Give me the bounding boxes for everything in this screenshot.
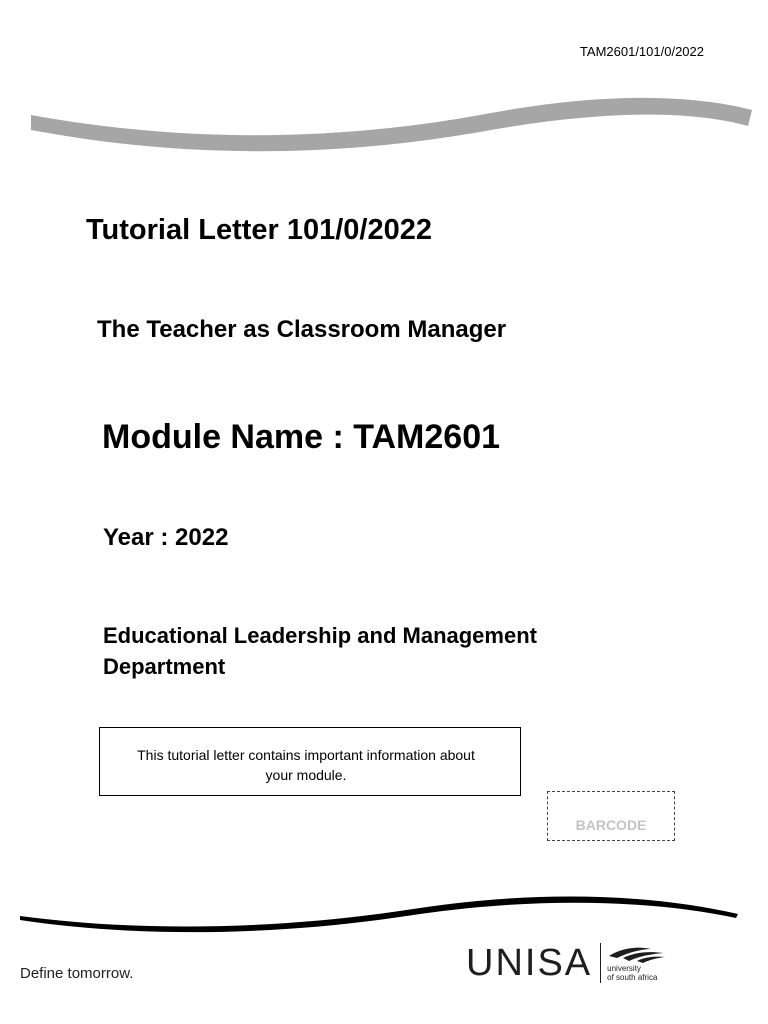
document-reference: TAM2601/101/0/2022 <box>579 44 704 59</box>
logo-right-block <box>607 940 667 986</box>
logo-south-africa-text: of south africa <box>607 973 658 982</box>
module-year: Year : 2022 <box>103 524 229 551</box>
department-line-2: Department <box>103 654 226 679</box>
tagline: Define tomorrow. <box>20 965 134 982</box>
bottom-swoosh-decoration <box>0 880 768 940</box>
bottom-swoosh-band <box>20 897 738 933</box>
info-line-1: This tutorial letter contains important information about <box>137 747 475 763</box>
unisa-logo <box>466 940 667 986</box>
department-name <box>103 620 663 682</box>
info-line-2: your module. <box>265 767 347 783</box>
module-name: Module Name : TAM2601 <box>102 418 501 456</box>
top-swoosh-band <box>31 98 752 151</box>
logo-divider <box>600 943 601 983</box>
department-line-1: Educational Leadership and Management <box>103 623 537 648</box>
logo-wordmark: UNISA <box>466 942 593 984</box>
logo-university-text: university <box>607 964 641 973</box>
barcode-placeholder <box>547 791 675 841</box>
tutorial-letter-title: Tutorial Letter 101/0/2022 <box>86 214 433 246</box>
unisa-bird-icon <box>607 944 667 964</box>
barcode-label: BARCODE <box>575 817 647 833</box>
module-subject: The Teacher as Classroom Manager <box>97 316 507 343</box>
top-swoosh-decoration <box>0 80 768 160</box>
info-notice-box <box>99 727 521 796</box>
